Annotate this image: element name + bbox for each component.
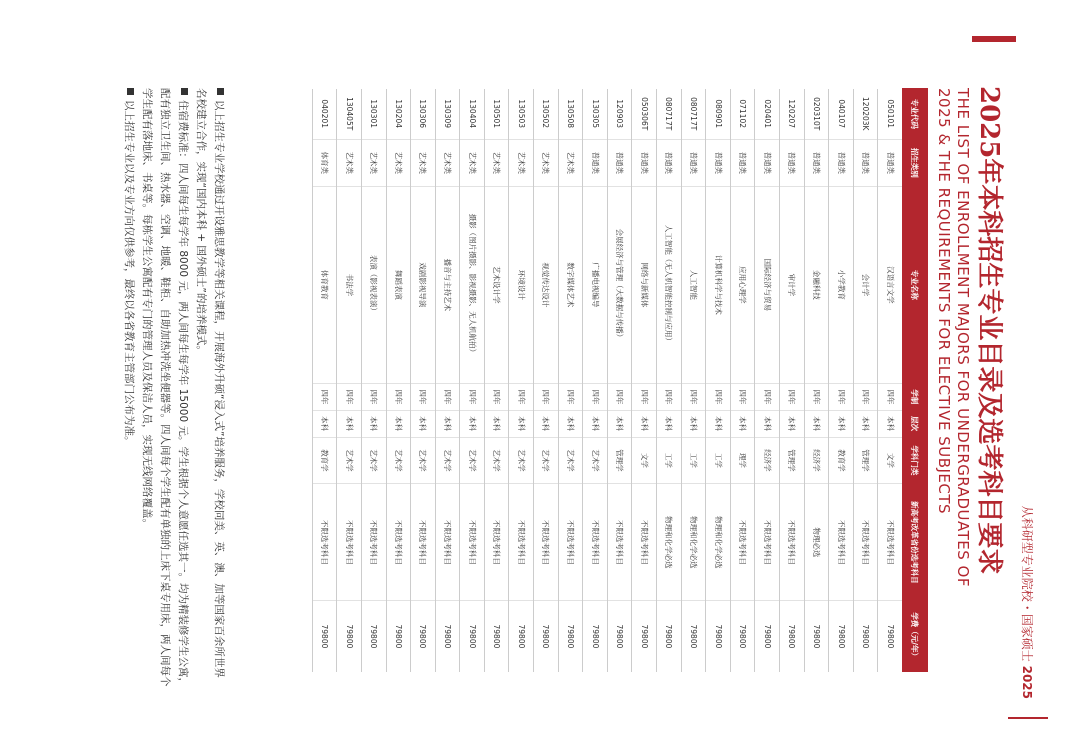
table-row — [460, 89, 485, 672]
cell-tuition: 79800 — [706, 601, 731, 672]
cell-duration: 四年 — [632, 384, 657, 411]
header-school: 从科研型专业院校・国家硕士 — [1020, 505, 1034, 662]
column-header-elective-requirement: 新高考改革省份选考科目 — [903, 484, 928, 601]
cell-enroll-category: 普通类 — [657, 139, 682, 186]
table-row — [312, 89, 337, 672]
table-row — [607, 89, 632, 672]
cell-enroll-category: 普通类 — [632, 139, 657, 186]
cell-level: 本科 — [804, 410, 829, 437]
cell-discipline: 教育学 — [312, 437, 337, 484]
cell-tuition: 79800 — [853, 601, 878, 672]
cell-enroll-category: 艺术类 — [386, 139, 411, 186]
cell-enroll-category: 普通类 — [583, 139, 608, 186]
cell-major-code: 130508 — [558, 89, 583, 140]
note-text: 以上招生专业学校通过开设雅思教学等相关课程，开展海外升硕“浸入式”培养服务，学校同美、英、澳、加等国家百余所世界名校建立合作，实现“国内本科 + 国外硕士”的培养模式。 — [195, 88, 225, 678]
cell-major-name: 戏剧影视导演 — [411, 186, 436, 383]
cell-major-name: 审计学 — [780, 186, 805, 383]
table-row — [583, 89, 608, 672]
cell-discipline: 文学 — [632, 437, 657, 484]
cell-duration: 四年 — [730, 384, 755, 411]
table-body — [312, 89, 902, 672]
cell-major-code: 050101 — [878, 89, 903, 140]
cell-tuition: 79800 — [312, 601, 337, 672]
cell-tuition: 79800 — [361, 601, 386, 672]
cell-major-name: 体育教育 — [312, 186, 337, 383]
title-accent-bar — [972, 36, 1016, 42]
cell-elective-requirement: 不限选考科目 — [878, 484, 903, 601]
cell-level: 本科 — [558, 410, 583, 437]
cell-elective-requirement: 不限选考科目 — [829, 484, 854, 601]
cell-enroll-category: 艺术类 — [484, 139, 509, 186]
cell-enroll-category: 艺术类 — [534, 139, 559, 186]
cell-elective-requirement: 物理和化学必选 — [657, 484, 682, 601]
cell-tuition: 79800 — [730, 601, 755, 672]
cell-major-code: 120207 — [780, 89, 805, 140]
cell-major-name: 小学教育 — [829, 186, 854, 383]
table-row — [780, 89, 805, 672]
note-text: 住宿费标准：四人间每生每学年 8000 元，两人间每生每学年 15000 元。学生根据个人意愿任选其一。均为精装修学生公寓，配有独立卫生间、热水器、空调、地暖、鞋柜、自助加热冲洗坐便器等。四人间每个学生配有单独的上床下桌专用床，两人间每个学生配有落地床、书桌等。每栋学生公寓配有专门的管理人员及保洁人员，实现无线网络覆盖。 — [141, 88, 189, 688]
cell-level: 本科 — [607, 410, 632, 437]
cell-level: 本科 — [411, 410, 436, 437]
cell-major-code: 020401 — [755, 89, 780, 140]
page-subtitle — [934, 88, 972, 587]
column-header-tuition: 学费（元/年） — [903, 601, 928, 672]
cell-discipline: 经济学 — [755, 437, 780, 484]
cell-tuition: 79800 — [681, 601, 706, 672]
cell-discipline: 艺术学 — [583, 437, 608, 484]
table-row — [681, 89, 706, 672]
notes-section — [120, 88, 228, 688]
column-header-major-name: 专业名称 — [903, 186, 928, 383]
cell-major-name: 汉语言文学 — [878, 186, 903, 383]
cell-level: 本科 — [460, 410, 485, 437]
cell-enroll-category: 普通类 — [853, 139, 878, 186]
cell-enroll-category: 普通类 — [607, 139, 632, 186]
table-row — [853, 89, 878, 672]
cell-major-name: 会展经济与管理（大数据与传播） — [607, 186, 632, 383]
cell-enroll-category: 艺术类 — [435, 139, 460, 186]
cell-duration: 四年 — [386, 384, 411, 411]
cell-tuition: 79800 — [386, 601, 411, 672]
table-row — [411, 89, 436, 672]
cell-tuition: 79800 — [583, 601, 608, 672]
cell-major-name: 广播电视编导 — [583, 186, 608, 383]
cell-duration: 四年 — [681, 384, 706, 411]
cell-elective-requirement: 不限选考科目 — [312, 484, 337, 601]
cell-level: 本科 — [312, 410, 337, 437]
cell-major-code: 130309 — [435, 89, 460, 140]
cell-major-code: 130301 — [361, 89, 386, 140]
cell-tuition: 79800 — [435, 601, 460, 672]
cell-tuition: 79800 — [558, 601, 583, 672]
cell-major-code: 120203K — [853, 89, 878, 140]
cell-major-code: 130502 — [534, 89, 559, 140]
cell-level: 本科 — [484, 410, 509, 437]
note-3 — [120, 88, 138, 688]
cell-duration: 四年 — [804, 384, 829, 411]
page-title: 2025年本科招生专业目录及选考科目要求 — [974, 86, 1004, 575]
cell-major-name: 摄影（图片摄影、影视摄影、无人机航拍） — [460, 186, 485, 383]
cell-enroll-category: 普通类 — [878, 139, 903, 186]
cell-discipline: 工学 — [681, 437, 706, 484]
cell-tuition: 79800 — [829, 601, 854, 672]
cell-discipline: 艺术学 — [386, 437, 411, 484]
cell-level: 本科 — [534, 410, 559, 437]
cell-major-code: 130405T — [337, 89, 362, 140]
cell-discipline: 经济学 — [804, 437, 829, 484]
cell-discipline: 艺术学 — [558, 437, 583, 484]
cell-duration: 四年 — [657, 384, 682, 411]
cell-major-name: 网络与新媒体 — [632, 186, 657, 383]
cell-tuition: 79800 — [337, 601, 362, 672]
cell-enroll-category: 普通类 — [681, 139, 706, 186]
cell-discipline: 艺术学 — [435, 437, 460, 484]
cell-duration: 四年 — [361, 384, 386, 411]
cell-duration: 四年 — [460, 384, 485, 411]
cell-duration: 四年 — [878, 384, 903, 411]
cell-tuition: 79800 — [804, 601, 829, 672]
cell-major-code: 120903 — [607, 89, 632, 140]
cell-tuition: 79800 — [657, 601, 682, 672]
cell-major-code: 071102 — [730, 89, 755, 140]
cell-level: 本科 — [583, 410, 608, 437]
cell-tuition: 79800 — [878, 601, 903, 672]
cell-major-code: 080717T — [657, 89, 682, 140]
table-row — [804, 89, 829, 672]
cell-duration: 四年 — [411, 384, 436, 411]
cell-elective-requirement: 不限选考科目 — [435, 484, 460, 601]
cell-enroll-category: 艺术类 — [460, 139, 485, 186]
cell-major-name: 应用心理学 — [730, 186, 755, 383]
cell-tuition: 79800 — [460, 601, 485, 672]
cell-level: 本科 — [829, 410, 854, 437]
table-row — [337, 89, 362, 672]
cell-duration: 四年 — [558, 384, 583, 411]
cell-major-name: 会计学 — [853, 186, 878, 383]
cell-level: 本科 — [878, 410, 903, 437]
cell-major-code: 130503 — [509, 89, 534, 140]
cell-level: 本科 — [337, 410, 362, 437]
cell-major-code: 080717T — [681, 89, 706, 140]
cell-major-code: 020310T — [804, 89, 829, 140]
cell-elective-requirement: 物理和化学必选 — [706, 484, 731, 601]
cell-discipline: 艺术学 — [534, 437, 559, 484]
cell-major-name: 数字媒体艺术 — [558, 186, 583, 383]
cell-major-code: 080901 — [706, 89, 731, 140]
cell-elective-requirement: 不限选考科目 — [386, 484, 411, 601]
cell-enroll-category: 普通类 — [780, 139, 805, 186]
cell-tuition: 79800 — [509, 601, 534, 672]
subtitle-line-1: THE LIST OF ENROLLMENT MAJORS FOR UNDERGRADUATES OF — [954, 88, 972, 587]
column-header-major-code: 专业代码 — [903, 89, 928, 140]
cell-enroll-category: 艺术类 — [337, 139, 362, 186]
cell-level: 本科 — [853, 410, 878, 437]
cell-elective-requirement: 不限选考科目 — [460, 484, 485, 601]
table-row — [361, 89, 386, 672]
cell-major-code: 130501 — [484, 89, 509, 140]
cell-major-code: 130306 — [411, 89, 436, 140]
cell-discipline: 理学 — [730, 437, 755, 484]
table-row — [755, 89, 780, 672]
table-row — [878, 89, 903, 672]
note-2 — [138, 88, 192, 688]
cell-level: 本科 — [632, 410, 657, 437]
table-header-row — [903, 89, 928, 672]
bullet-icon — [217, 88, 224, 95]
cell-tuition: 79800 — [755, 601, 780, 672]
cell-duration: 四年 — [337, 384, 362, 411]
cell-duration: 四年 — [312, 384, 337, 411]
cell-major-code: 040107 — [829, 89, 854, 140]
cell-major-name: 金融科技 — [804, 186, 829, 383]
header-divider — [1008, 717, 1048, 719]
cell-discipline: 艺术学 — [337, 437, 362, 484]
cell-major-name: 表演（影视表演） — [361, 186, 386, 383]
subtitle-line-2: 2025 & THE REQUIREMENTS FOR ELECTIVE SUBJECTS — [935, 88, 953, 515]
cell-major-code: 130305 — [583, 89, 608, 140]
cell-discipline: 教育学 — [829, 437, 854, 484]
cell-level: 本科 — [706, 410, 731, 437]
cell-elective-requirement: 不限选考科目 — [534, 484, 559, 601]
cell-enroll-category: 普通类 — [804, 139, 829, 186]
cell-enroll-category: 艺术类 — [558, 139, 583, 186]
cell-major-code: 050306T — [632, 89, 657, 140]
table-row — [632, 89, 657, 672]
cell-elective-requirement: 不限选考科目 — [583, 484, 608, 601]
cell-elective-requirement: 不限选考科目 — [853, 484, 878, 601]
cell-major-name: 国际经济与贸易 — [755, 186, 780, 383]
cell-elective-requirement: 不限选考科目 — [607, 484, 632, 601]
cell-elective-requirement: 不限选考科目 — [484, 484, 509, 601]
cell-duration: 四年 — [435, 384, 460, 411]
cell-enroll-category: 艺术类 — [509, 139, 534, 186]
cell-tuition: 79800 — [411, 601, 436, 672]
cell-enroll-category: 普通类 — [730, 139, 755, 186]
table-row — [558, 89, 583, 672]
cell-duration: 四年 — [583, 384, 608, 411]
cell-major-code: 040201 — [312, 89, 337, 140]
cell-major-name: 人工智能（无人机智能控制与应用） — [657, 186, 682, 383]
cell-discipline: 工学 — [657, 437, 682, 484]
cell-elective-requirement: 不限选考科目 — [361, 484, 386, 601]
cell-discipline: 文学 — [878, 437, 903, 484]
cell-enroll-category: 艺术类 — [411, 139, 436, 186]
cell-major-name: 书法学 — [337, 186, 362, 383]
cell-elective-requirement: 不限选考科目 — [509, 484, 534, 601]
cell-discipline: 艺术学 — [509, 437, 534, 484]
cell-major-name: 播音与主持艺术 — [435, 186, 460, 383]
cell-major-name: 艺术设计学 — [484, 186, 509, 383]
note-1 — [192, 88, 228, 688]
cell-discipline: 工学 — [706, 437, 731, 484]
cell-enroll-category: 普通类 — [706, 139, 731, 186]
cell-tuition: 79800 — [780, 601, 805, 672]
cell-discipline: 艺术学 — [361, 437, 386, 484]
cell-elective-requirement: 不限选考科目 — [337, 484, 362, 601]
cell-level: 本科 — [435, 410, 460, 437]
cell-discipline: 艺术学 — [411, 437, 436, 484]
cell-enroll-category: 体育类 — [312, 139, 337, 186]
table-row — [730, 89, 755, 672]
column-header-duration: 学制 — [903, 384, 928, 411]
cell-tuition: 79800 — [632, 601, 657, 672]
cell-elective-requirement: 不限选考科目 — [558, 484, 583, 601]
cell-level: 本科 — [509, 410, 534, 437]
table-row — [657, 89, 682, 672]
cell-major-code: 130204 — [386, 89, 411, 140]
cell-enroll-category: 普通类 — [829, 139, 854, 186]
table-row — [509, 89, 534, 672]
column-header-level: 层次 — [903, 410, 928, 437]
cell-level: 本科 — [657, 410, 682, 437]
table-row — [534, 89, 559, 672]
table-row — [706, 89, 731, 672]
header-bar — [1018, 36, 1038, 719]
column-header-enroll-category: 招生类别 — [903, 139, 928, 186]
cell-duration: 四年 — [829, 384, 854, 411]
cell-duration: 四年 — [509, 384, 534, 411]
cell-level: 本科 — [730, 410, 755, 437]
cell-elective-requirement: 物理和化学必选 — [681, 484, 706, 601]
column-header-discipline: 学科门类 — [903, 437, 928, 484]
cell-major-name: 环境设计 — [509, 186, 534, 383]
cell-major-name: 视觉传达设计 — [534, 186, 559, 383]
cell-duration: 四年 — [706, 384, 731, 411]
cell-level: 本科 — [361, 410, 386, 437]
cell-level: 本科 — [780, 410, 805, 437]
cell-elective-requirement: 物理必选 — [804, 484, 829, 601]
cell-discipline: 管理学 — [780, 437, 805, 484]
majors-table — [312, 88, 928, 672]
cell-level: 本科 — [755, 410, 780, 437]
bullet-icon — [181, 88, 188, 95]
header-year: 2025 — [1020, 665, 1034, 699]
cell-discipline: 艺术学 — [484, 437, 509, 484]
note-text: 以上招生专业以及专业方向仅供参考，最终以各省教育主管部门公布为准。 — [123, 100, 135, 447]
cell-major-code: 130404 — [460, 89, 485, 140]
cell-elective-requirement: 不限选考科目 — [780, 484, 805, 601]
table-row — [829, 89, 854, 672]
cell-major-name: 舞蹈表演 — [386, 186, 411, 383]
cell-duration: 四年 — [853, 384, 878, 411]
cell-level: 本科 — [681, 410, 706, 437]
cell-tuition: 79800 — [534, 601, 559, 672]
table-row — [386, 89, 411, 672]
table-row — [484, 89, 509, 672]
cell-level: 本科 — [386, 410, 411, 437]
cell-duration: 四年 — [534, 384, 559, 411]
cell-tuition: 79800 — [607, 601, 632, 672]
cell-enroll-category: 普通类 — [755, 139, 780, 186]
cell-elective-requirement: 不限选考科目 — [755, 484, 780, 601]
cell-discipline: 艺术学 — [460, 437, 485, 484]
bullet-icon — [127, 88, 134, 95]
cell-elective-requirement: 不限选考科目 — [632, 484, 657, 601]
cell-enroll-category: 艺术类 — [361, 139, 386, 186]
cell-elective-requirement: 不限选考科目 — [730, 484, 755, 601]
cell-elective-requirement: 不限选考科目 — [411, 484, 436, 601]
cell-duration: 四年 — [780, 384, 805, 411]
table-row — [435, 89, 460, 672]
cell-major-name: 计算机科学与技术 — [706, 186, 731, 383]
cell-discipline: 管理学 — [853, 437, 878, 484]
cell-duration: 四年 — [607, 384, 632, 411]
cell-major-name: 人工智能 — [681, 186, 706, 383]
cell-discipline: 管理学 — [607, 437, 632, 484]
cell-tuition: 79800 — [484, 601, 509, 672]
cell-duration: 四年 — [484, 384, 509, 411]
cell-duration: 四年 — [755, 384, 780, 411]
